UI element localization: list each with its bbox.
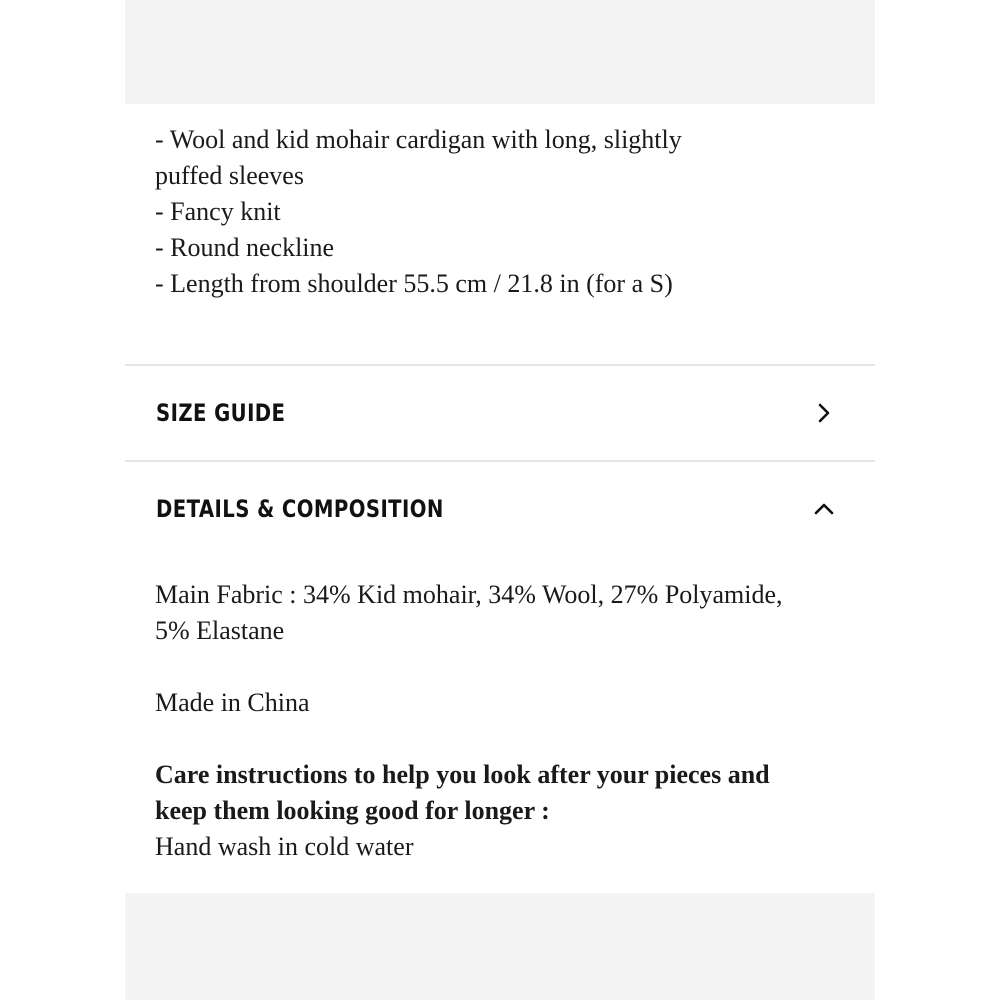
main-fabric-line: 5% Elastane [155,616,285,645]
description-line: - Length from shoulder 55.5 cm / 21.8 in (for a S) [155,269,673,298]
chevron-right-icon[interactable] [813,402,835,424]
description-line: puffed sleeves [155,161,304,190]
care-heading: Care instructions to help you look after your pieces and [155,760,770,789]
description-line: - Round neckline [155,233,335,262]
details-composition-title: DETAILS & COMPOSITION [156,495,444,523]
description-line: - Fancy knit [155,197,281,226]
size-guide-title: SIZE GUIDE [156,399,286,427]
details-composition-content [155,577,855,865]
size-guide-row[interactable] [125,366,875,460]
details-composition-row[interactable] [125,462,875,556]
chevron-up-icon[interactable] [813,498,835,520]
description-line: - Wool and kid mohair cardigan with long, slightly [155,125,682,154]
care-heading: keep them looking good for longer : [155,796,550,825]
blurred-header-area [125,0,875,104]
origin-text: Made in China [155,688,310,717]
product-description [155,122,855,302]
blurred-footer-area [125,893,875,1000]
main-fabric-line: Main Fabric : 34% Kid mohair, 34% Wool, 27% Polyamide, [155,580,783,609]
care-text: Hand wash in cold water [155,832,414,861]
